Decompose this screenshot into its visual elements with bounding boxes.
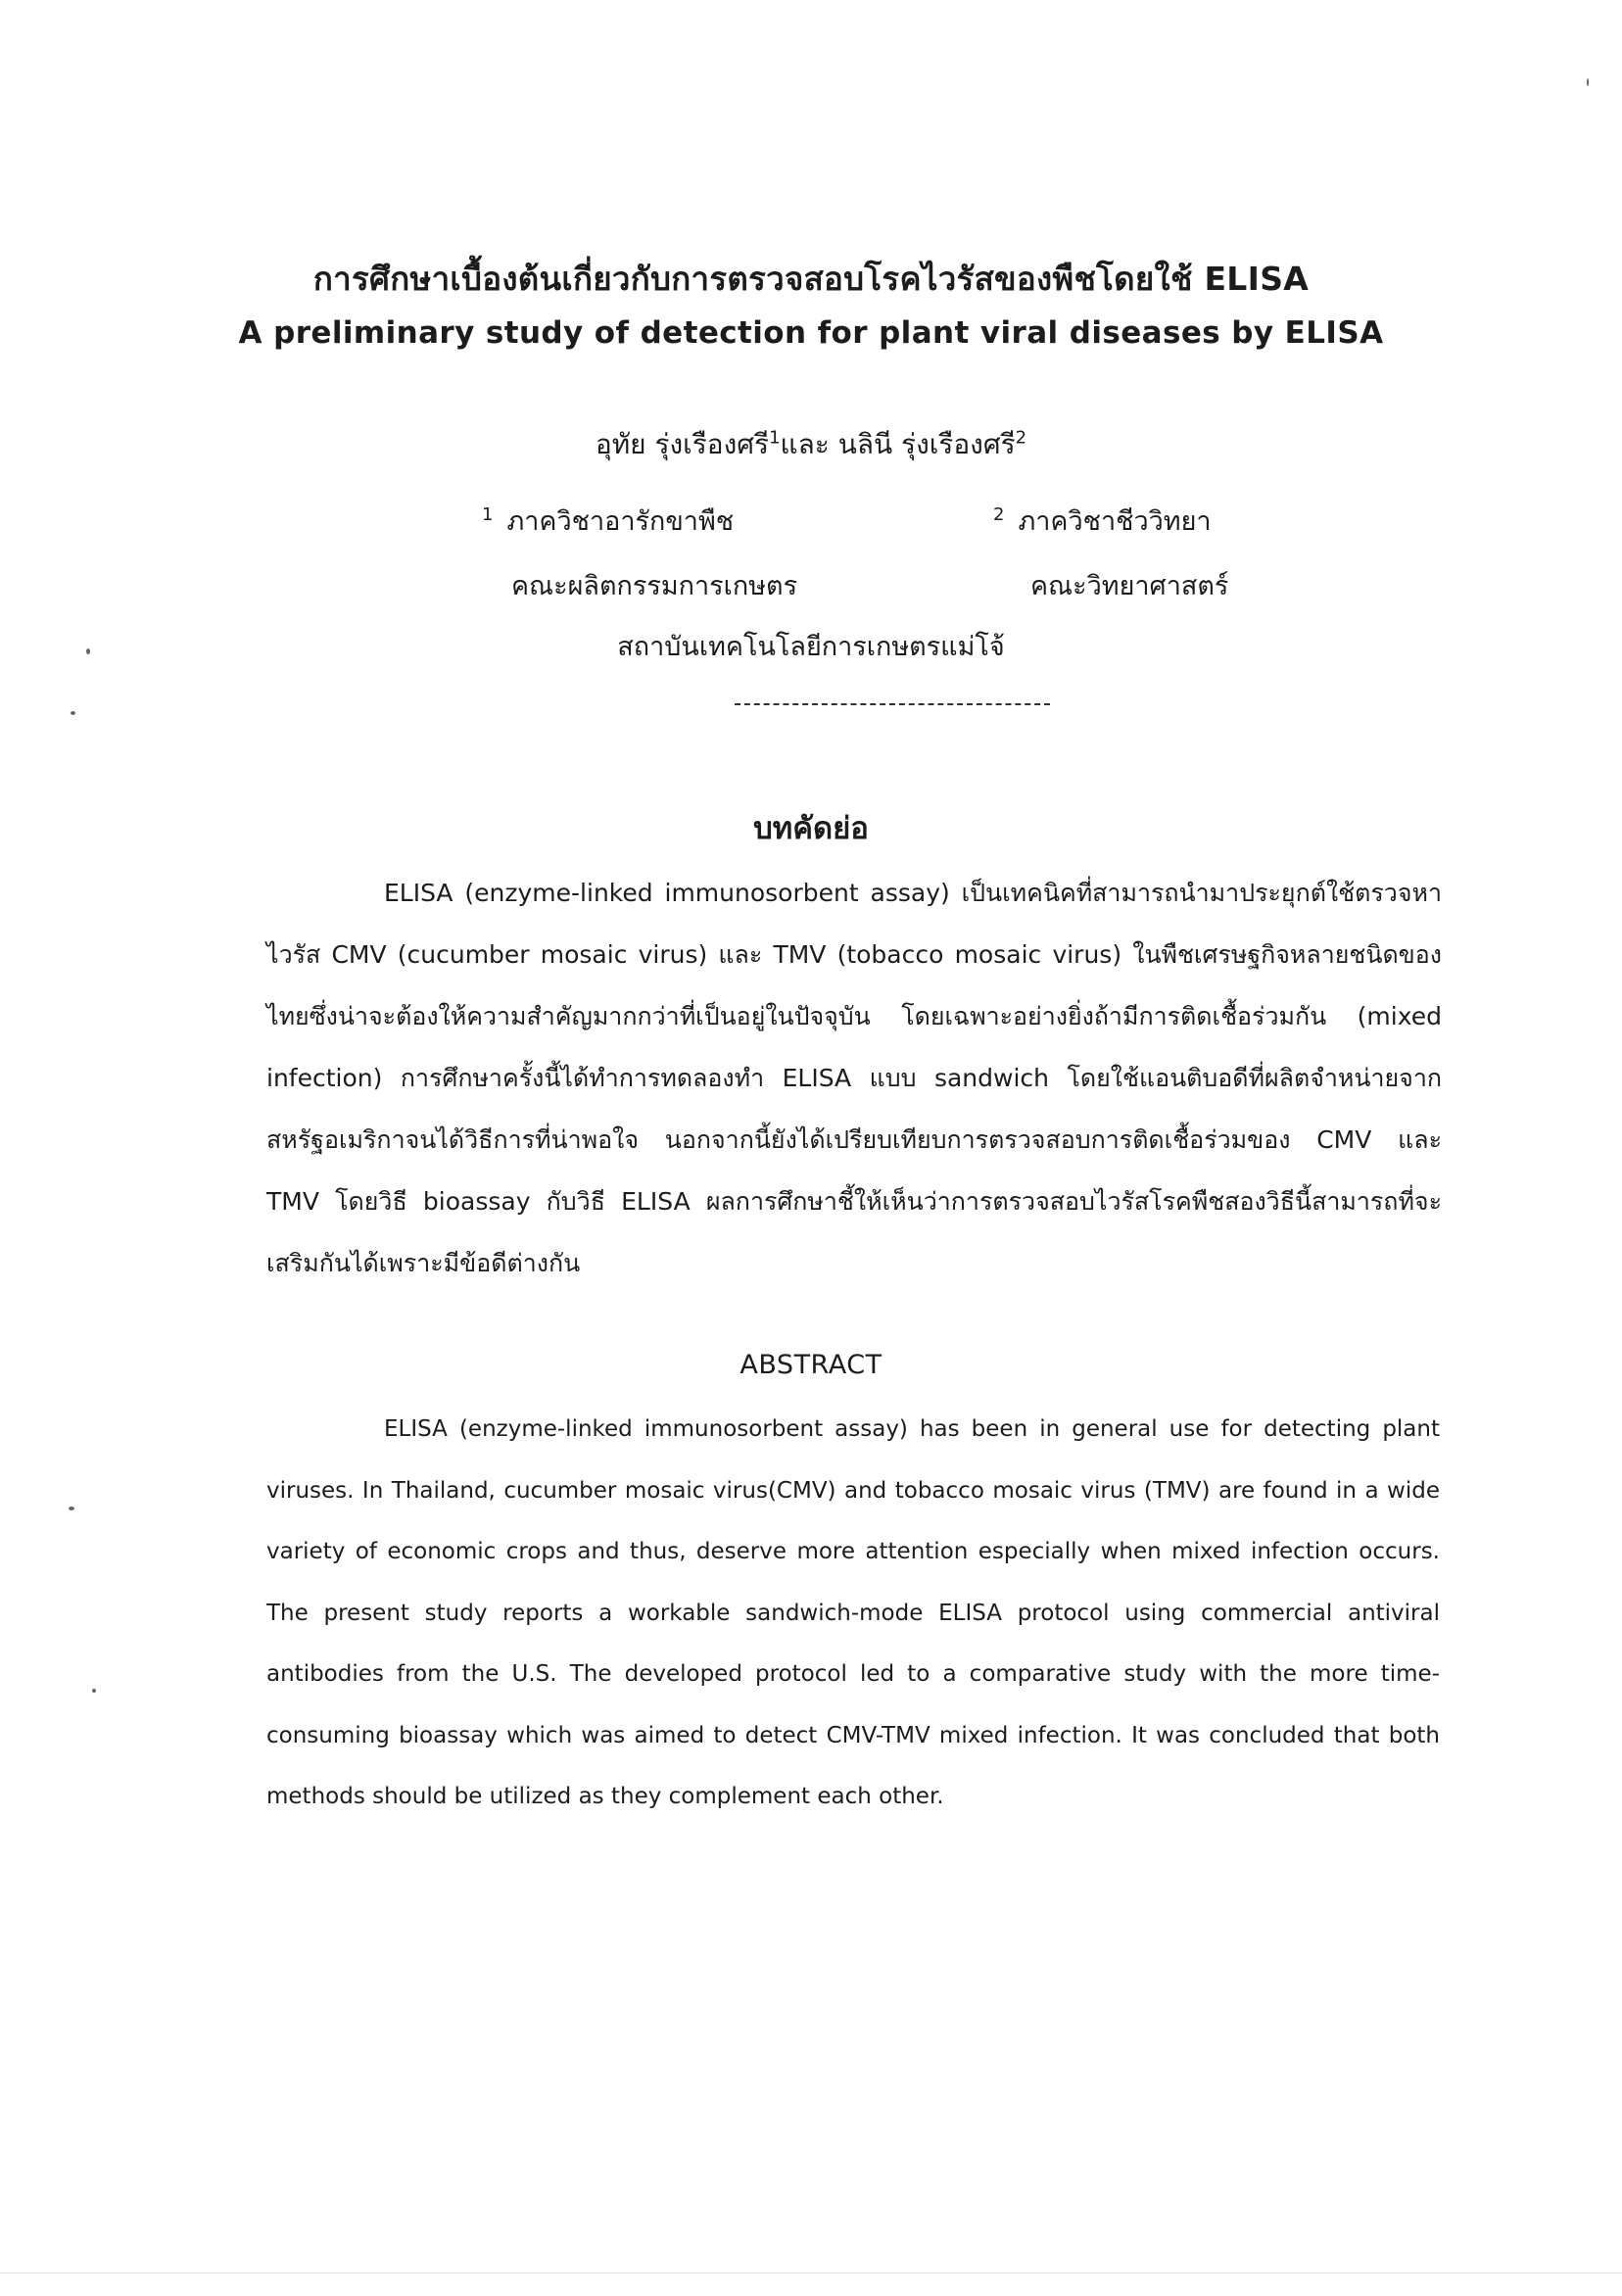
author-connector: และ xyxy=(780,428,830,460)
abstract-thai-heading: บทคัดย่อ xyxy=(753,811,869,846)
scan-speck xyxy=(69,1507,74,1510)
author-1-mark: 1 xyxy=(769,427,781,449)
affiliation-1-mark: 1 xyxy=(482,504,494,525)
section-divider xyxy=(735,703,1050,705)
affiliation-2-faculty: คณะวิทยาศาสตร์ xyxy=(1030,571,1229,601)
abstract-english-text: ELISA (enzyme-linked immunosorbent assay) has been in general use for detecting plant viruses. In Thailand, cucumber mosaic virus(CMV) and tobacco mosaic virus (TMV) are found in a wide variety of economic crops and thus, deserve more attention especially when mixed infection occurs. The present study reports a workable sandwich-mode ELISA protocol using commercial antiviral antibodies from the U.S. The developed protocol led to a comparative study with the more time-consuming bioassay which was aimed to detect CMV-TMV mixed infection. It was concluded that both methods should be utilized as they complement each other. xyxy=(266,1416,1440,1809)
abstract-english-heading: ABSTRACT xyxy=(739,1350,883,1380)
affiliation-2-department: $^2$ ภาควิชาชีววิทยา xyxy=(993,504,1212,537)
scan-speck xyxy=(86,648,90,654)
affiliation-2-mark: 2 xyxy=(993,504,1005,525)
author-line xyxy=(0,423,1622,466)
title-english: A preliminary study of detection for plant viral diseases by ELISA xyxy=(238,315,1384,351)
title-thai: การศึกษาเบื้องต้นเกี่ยวกับการตรวจสอบโรคไวรัสของพืชโดยใช้ ELISA xyxy=(312,260,1310,298)
author-2-name: นลินี รุ่งเรืองศรี xyxy=(837,428,1016,460)
affiliation-1-department: $^1$ ภาควิชาอารักขาพืช xyxy=(482,504,735,537)
scan-speck xyxy=(71,711,75,715)
scan-edge-line xyxy=(0,2272,1622,2273)
affiliation-1-faculty: คณะผลิตกรรมการเกษตร xyxy=(511,571,798,601)
abstract-thai-text: ELISA (enzyme-linked immunosorbent assay) เป็นเทคนิคที่สามารถนำมาประยุกต์ใช้ตรวจหา ไวรัส CMV (cucumber mosaic virus) และ TMV (tobacco mosaic virus) ในพืชเศรษฐกิจหลายชนิดของไทยซึ่งน่าจะต้องให้ความสำคัญมากกว่าที่เป็นอยู่ในปัจจุบัน โดยเฉพาะอย่างยิ่งถ้ามีการติดเชื้อร่วมกัน (mixed infection) การศึกษาครั้งนี้ได้ทำการทดลองทำ ELISA แบบ sandwich โดยใช้แอนติบอดีที่ผลิตจำหน่ายจากสหรัฐอเมริกาจนได้วิธีการที่น่าพอใจ นอกจากนี้ยังได้เปรียบเทียบการตรวจสอบการติดเชื้อร่วมของ CMV และ TMV โดยวิธี bioassay กับวิธี ELISA ผลการศึกษาชี้ให้เห็นว่าการตรวจสอบไวรัสโรคพืชสองวิธีนี้สามารถที่จะเสริมกันได้เพราะมีข้อดีต่างกัน xyxy=(266,879,1442,1277)
scan-speck xyxy=(1587,78,1589,86)
scan-speck xyxy=(92,1689,96,1693)
institution: สถาบันเทคโนโลยีการเกษตรแม่โจ้ xyxy=(617,632,1005,662)
author-2-mark: 2 xyxy=(1015,427,1027,449)
author-1-name: อุทัย รุ่งเรืองศรี xyxy=(595,428,770,460)
